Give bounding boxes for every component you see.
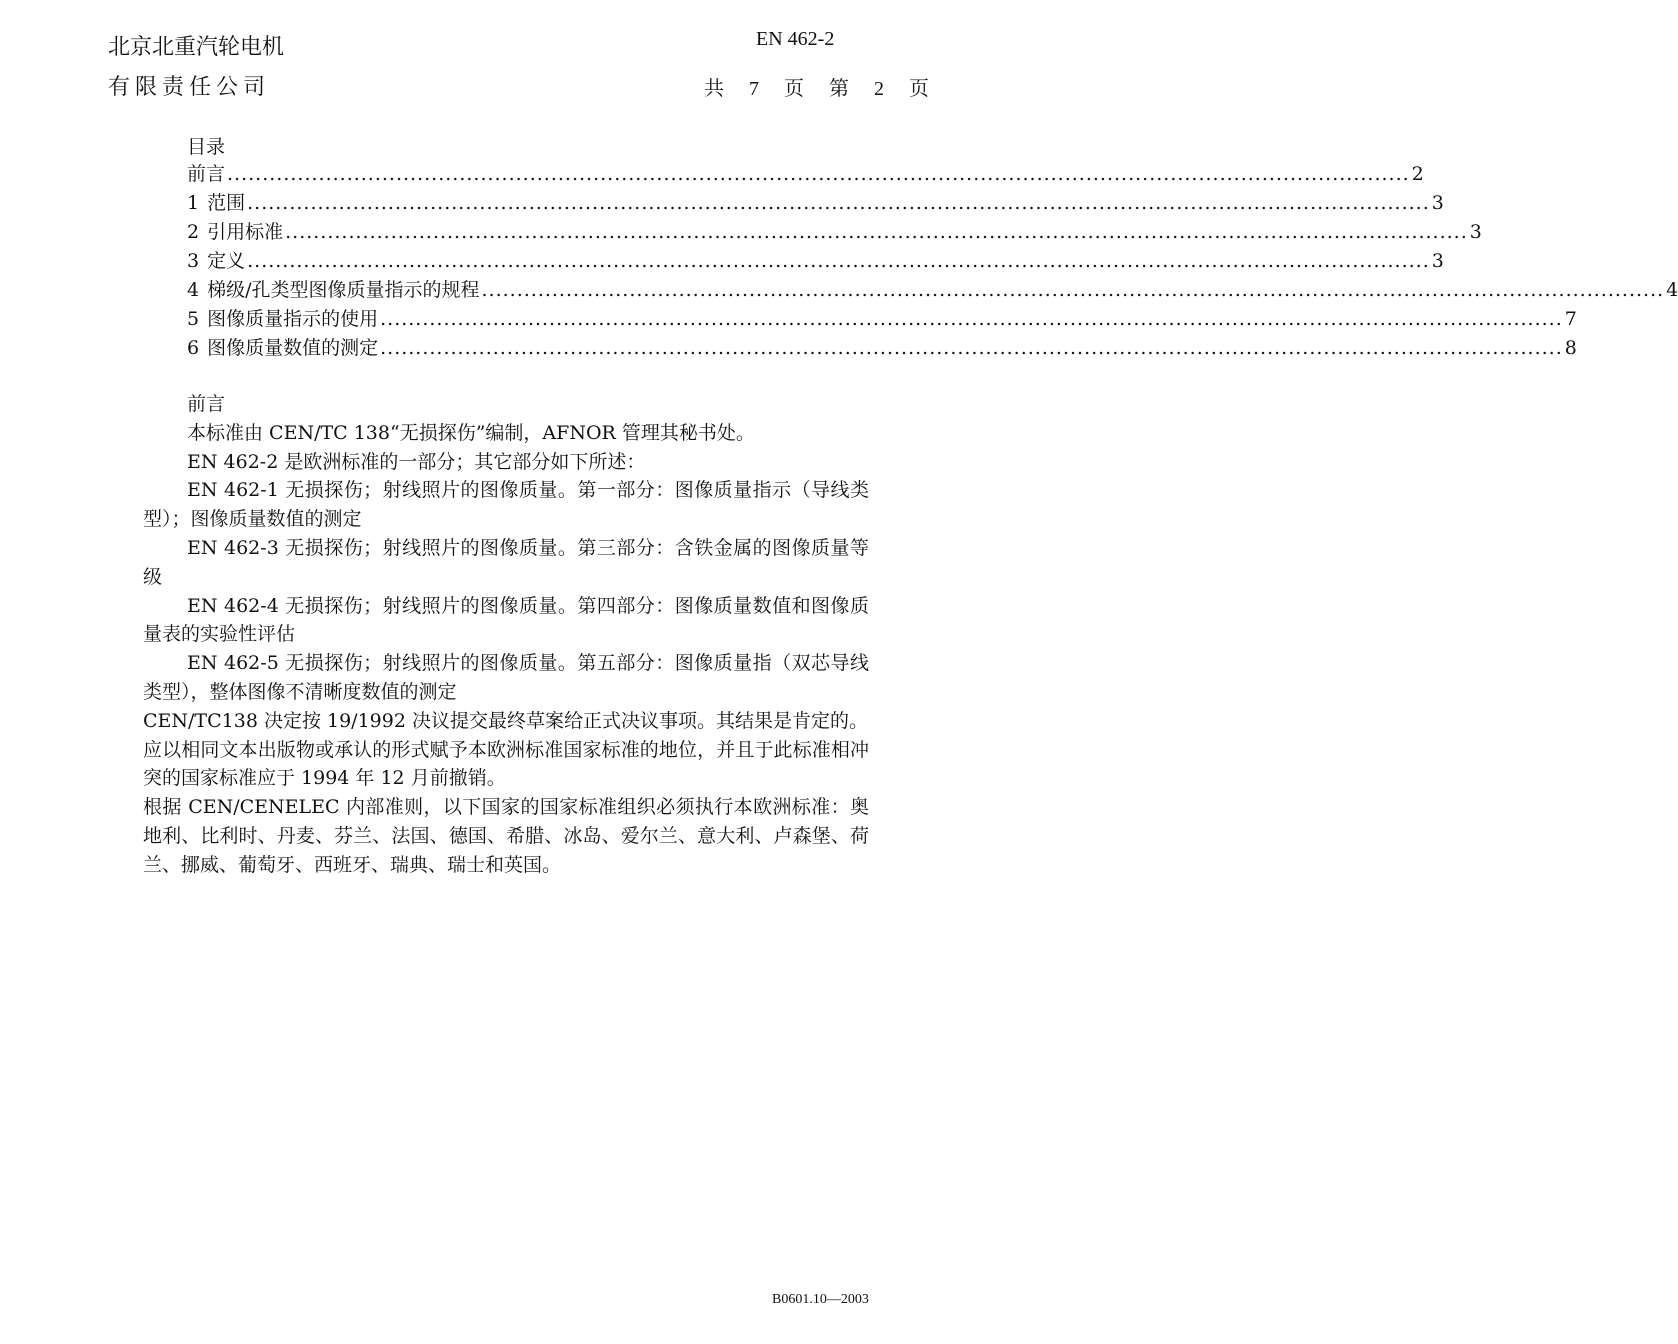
toc-entry[interactable] xyxy=(187,189,1444,218)
toc-entry-page: 2 xyxy=(1411,163,1424,185)
toc-entry-label: 定义 xyxy=(207,250,246,272)
section-title: 前言 xyxy=(187,393,226,415)
toc-entry-label: 图像质量指示的使用 xyxy=(207,308,379,330)
company-name xyxy=(108,28,284,108)
toc-entry-page: 4 xyxy=(1666,279,1678,301)
toc-entry-number: 2 xyxy=(187,221,200,243)
toc-entry-label: 范围 xyxy=(207,192,246,214)
toc-entry-number: 4 xyxy=(187,279,200,301)
page-info-current: 2 xyxy=(874,78,885,100)
paragraph: EN 462-2 是欧洲标准的一部分；其它部分如下所述： xyxy=(187,450,646,473)
paragraph: CEN/TC138 决定按 19/1992 决议提交最终草案给正式决议事项。其结果是肯定的。 xyxy=(143,709,868,732)
toc-entry-number: 6 xyxy=(187,337,200,359)
toc-leader: ........................................................................................................................................................................ xyxy=(227,163,1410,185)
document-code: EN 462-2 xyxy=(756,28,835,50)
page-info-total: 7 xyxy=(749,78,760,100)
toc-leader: ........................................................................................................................................................................ xyxy=(380,337,1563,359)
toc-entry-number: 5 xyxy=(187,308,200,330)
company-name-line1: 北京北重汽轮电机 xyxy=(108,35,285,60)
paragraph: 根据 CEN/CENELEC 内部准则，以下国家的国家标准组织必须执行本欧洲标准：奥地利、比利时、丹麦、芬兰、法国、德国、希腊、冰岛、爱尔兰、意大利、卢森堡、荷兰、挪威、葡萄牙、西班牙、瑞典、瑞士和英国。 xyxy=(143,796,869,876)
toc-title: 目录 xyxy=(187,136,226,158)
page-info xyxy=(704,72,930,101)
toc-entry[interactable] xyxy=(187,305,1577,334)
toc-entry-page: 3 xyxy=(1431,192,1444,214)
page-info-current-suffix: 页 xyxy=(909,78,930,100)
page-info-total-suffix: 页 xyxy=(784,78,805,100)
table-of-contents xyxy=(187,132,1678,363)
page-info-total-prefix: 共 xyxy=(704,78,725,100)
company-name-line2: 有限责任公司 xyxy=(108,75,271,100)
toc-entry-number: 1 xyxy=(187,192,200,214)
paragraph: EN 462-1 无损探伤；射线照片的图像质量。第一部分：图像质量指示（导线类型）；图像质量数值的测定 xyxy=(143,479,869,531)
paragraph: EN 462-5 无损探伤；射线照片的图像质量。第五部分：图像质量指（双芯导线类型），整体图像不清晰度数值的测定 xyxy=(143,652,869,703)
toc-entry-label: 图像质量数值的测定 xyxy=(207,337,379,359)
toc-entry-page: 3 xyxy=(1469,221,1482,243)
paragraph: EN 462-3 无损探伤；射线照片的图像质量。第三部分：含铁金属的图像质量等级 xyxy=(143,536,869,588)
paragraph: EN 462-4 无损探伤；射线照片的图像质量。第四部分：图像质量数值和图像质量表的实验性评估 xyxy=(143,594,869,646)
toc-entry-page: 8 xyxy=(1564,337,1577,359)
toc-entry-page: 3 xyxy=(1431,250,1444,272)
toc-leader: ........................................................................................................................................................................ xyxy=(285,221,1468,243)
toc-entry-number: 3 xyxy=(187,250,200,272)
toc-leader: ........................................................................................................................................................................ xyxy=(481,279,1665,301)
toc-entry-label: 前言 xyxy=(187,163,226,185)
toc-entry[interactable] xyxy=(187,160,1424,189)
toc-entry[interactable] xyxy=(187,218,1482,247)
toc-leader: ........................................................................................................................................................................ xyxy=(380,308,1563,330)
toc-entry-page: 7 xyxy=(1564,308,1577,330)
footer-code: B0601.10—2003 xyxy=(772,1292,869,1307)
page-info-current-prefix: 第 xyxy=(829,78,850,100)
toc-entry[interactable] xyxy=(187,276,1678,305)
paragraph: 应以相同文本出版物或承认的形式赋予本欧洲标准国家标准的地位，并且于此标准相冲突的国家标准应于 1994 年 12 月前撤销。 xyxy=(143,738,869,790)
toc-leader: ........................................................................................................................................................................ xyxy=(247,250,1430,272)
foreword-section xyxy=(143,390,869,880)
toc-leader: ........................................................................................................................................................................ xyxy=(247,192,1430,214)
toc-entry-label: 梯级/孔类型图像质量指示的规程 xyxy=(207,279,480,301)
toc-entry-label: 引用标准 xyxy=(207,221,284,243)
paragraph: 本标准由 CEN/TC 138“无损探伤”编制，AFNOR 管理其秘书处。 xyxy=(187,421,755,444)
toc-entry[interactable] xyxy=(187,247,1444,276)
toc-entry[interactable] xyxy=(187,334,1577,363)
